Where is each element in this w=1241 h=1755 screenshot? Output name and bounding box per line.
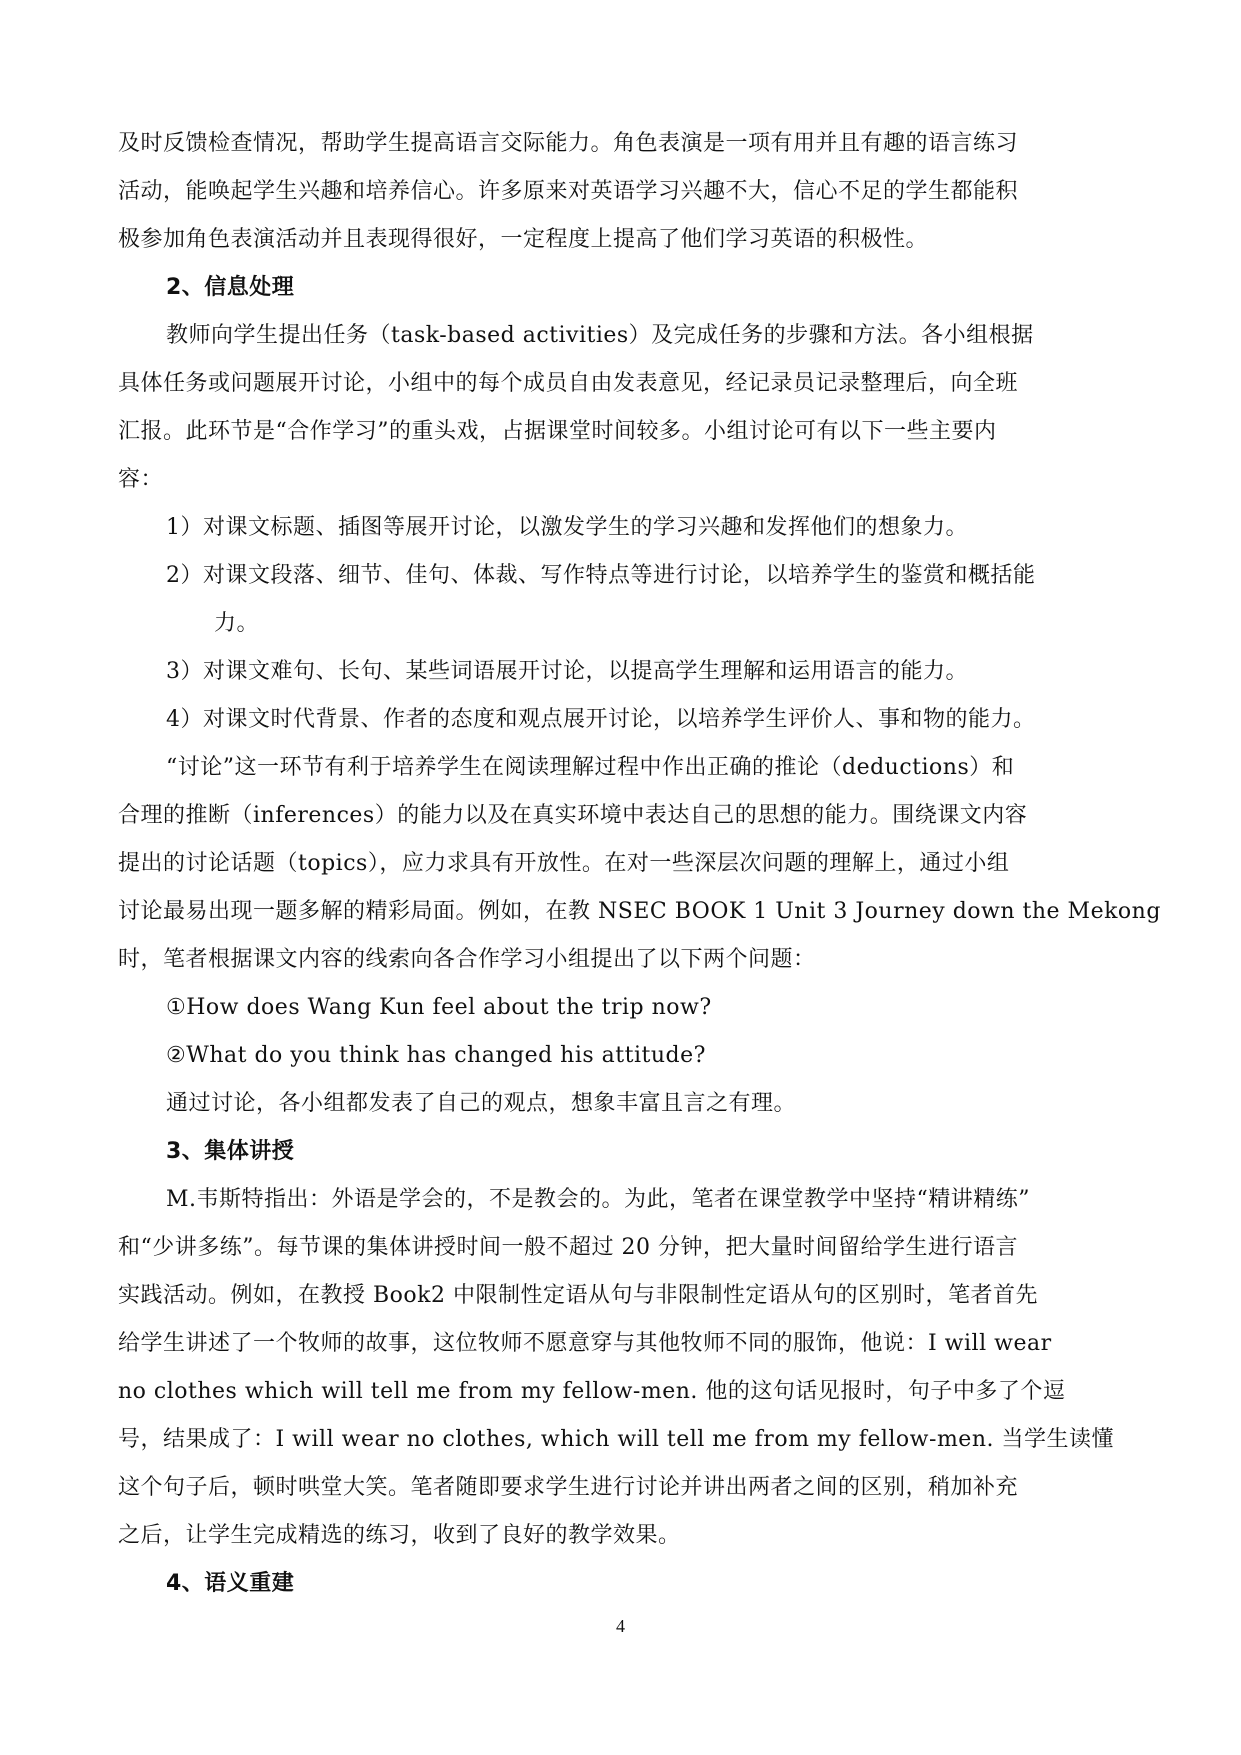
text-line: 具体任务或问题展开讨论，小组中的每个成员自由发表意见，经记录员记录整理后，向全班 xyxy=(118,371,1019,396)
text-line: 实践活动。例如，在教授 Book2 中限制性定语从句与非限制性定语从句的区别时，笔者首先 xyxy=(118,1283,1038,1308)
section-heading-semantic-reconstruction: 4、语义重建 xyxy=(166,1571,295,1596)
text-line: 提出的讨论话题（topics），应力求具有开放性。在对一些深层次问题的理解上，通过小组 xyxy=(118,851,1010,876)
text-line: “讨论”这一环节有利于培养学生在阅读理解过程中作出正确的推论（deductions）和 xyxy=(166,755,1015,780)
text-line: 及时反馈检查情况，帮助学生提高语言交际能力。角色表演是一项有用并且有趣的语言练习 xyxy=(118,131,1019,156)
text-line: 合理的推断（inferences）的能力以及在真实环境中表达自己的思想的能力。围绕课文内容 xyxy=(118,803,1028,828)
discussion-paragraph xyxy=(118,744,1161,984)
question-item: ①How does Wang Kun feel about the trip now? xyxy=(166,995,712,1020)
text-line: 号，结果成了：I will wear no clothes, which will tell me from my fellow-men. 当学生读懂 xyxy=(118,1427,1114,1452)
page-number: 4 xyxy=(616,1616,625,1636)
text-line: 活动，能唤起学生兴趣和培养信心。许多原来对英语学习兴趣不大，信心不足的学生都能积 xyxy=(118,179,1019,204)
text-line: 给学生讲述了一个牧师的故事，这位牧师不愿意穿与其他牧师不同的服饰，他说：I will wear xyxy=(118,1331,1052,1356)
text-line: 时，笔者根据课文内容的线索向各合作学习小组提出了以下两个问题： xyxy=(118,947,816,972)
text-line: 讨论最易出现一题多解的精彩局面。例如，在教 NSEC BOOK 1 Unit 3 Journey down the Mekong xyxy=(118,899,1161,924)
text-line: 极参加角色表演活动并且表现得很好，一定程度上提高了他们学习英语的积极性。 xyxy=(118,227,929,252)
page-body xyxy=(118,120,1161,1608)
conclusion-paragraph: 通过讨论，各小组都发表了自己的观点，想象丰富且言之有理。 xyxy=(166,1091,797,1116)
text-line: M.韦斯特指出：外语是学会的，不是教会的。为此，笔者在课堂教学中坚持“精讲精练” xyxy=(166,1187,1031,1212)
task-paragraph xyxy=(118,312,1158,504)
text-line: 2）对课文段落、细节、佳句、体裁、写作特点等进行讨论，以培养学生的鉴赏和概括能 xyxy=(166,563,1036,588)
teaching-paragraph xyxy=(118,1176,1158,1560)
text-line: 汇报。此环节是“合作学习”的重头戏，占据课堂时间较多。小组讨论可有以下一些主要内 xyxy=(118,419,997,444)
text-line: 这个句子后，顿时哄堂大笑。笔者随即要求学生进行讨论并讲出两者之间的区别，稍加补充 xyxy=(118,1475,1019,1500)
list-item: 4）对课文时代背景、作者的态度和观点展开讨论，以培养学生评价人、事和物的能力。 xyxy=(166,707,1036,732)
text-line: no clothes which will tell me from my fellow-men. 他的这句话见报时，句子中多了个逗 xyxy=(118,1379,1066,1404)
section-heading-information-processing: 2、信息处理 xyxy=(166,275,295,300)
text-line: 之后，让学生完成精选的练习，收到了良好的教学效果。 xyxy=(118,1523,681,1548)
text-line: 教师向学生提出任务（task-based activities）及完成任务的步骤和方法。各小组根据 xyxy=(166,323,1034,348)
question-item: ②What do you think has changed his attitude? xyxy=(166,1043,706,1068)
text-line: 容： xyxy=(118,467,164,492)
text-line: 和“少讲多练”。每节课的集体讲授时间一般不超过 20 分钟，把大量时间留给学生进行语言 xyxy=(118,1235,1018,1260)
section-heading-group-teaching: 3、集体讲授 xyxy=(166,1139,295,1164)
text-line: 力。 xyxy=(214,611,260,636)
list-item: 1）对课文标题、插图等展开讨论，以激发学生的学习兴趣和发挥他们的想象力。 xyxy=(166,515,968,540)
list-item: 3）对课文难句、长句、某些词语展开讨论，以提高学生理解和运用语言的能力。 xyxy=(166,659,968,684)
intro-paragraph xyxy=(118,120,1158,264)
list-item xyxy=(118,552,1158,648)
